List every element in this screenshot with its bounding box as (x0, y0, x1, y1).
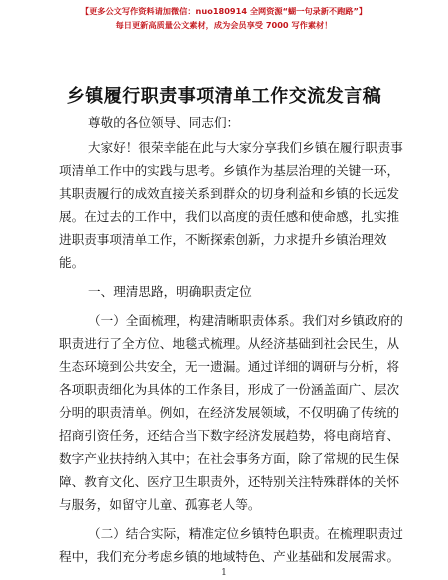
salutation: 尊敬的各位领导、同志们： (88, 115, 240, 130)
body-line: 展。在过去的工作中，我们以高度的责任感和使命感，扎实推 (59, 209, 400, 224)
body-line: （一）全面梳理，构建清晰职责体系。我们对乡镇政府的 (88, 313, 403, 328)
promo-banner-line-2: 每日更新高质量公文素材，成为会员享受 7000 写作素材！ (115, 20, 333, 30)
body-line: 生态环境到公共安全，无一遗漏。通过详细的调研与分析，将 (59, 359, 400, 374)
body-line: 各项职责细化为具体的工作条目，形成了一份涵盖面广、层次 (59, 382, 400, 397)
body-line: 分明的职责清单。例如，在经济发展领域，不仅明确了传统的 (59, 405, 400, 420)
document-title: 乡镇履行职责事项清单工作交流发言稿 (66, 86, 382, 107)
body-line: 障、教育文化、医疗卫生职责外，还特别关注特殊群体的关怀 (59, 474, 400, 489)
body-line: （二）结合实际，精准定位乡镇特色职责。在梳理职责过 (88, 526, 403, 541)
body-line: 数字产业扶持纳入其中；在社会事务方面，除了常规的民生保 (59, 451, 400, 466)
body-line: 与服务，如留守儿童、孤寡老人等。 (59, 497, 261, 512)
page-number: 1 (221, 568, 227, 578)
body-line: 招商引资任务，还结合当下数字经济发展趋势，将电商培育、 (59, 428, 400, 443)
body-line: 其职责履行的成效直接关系到群众的切身利益和乡镇的长远发 (59, 186, 400, 201)
body-line: 能。 (59, 255, 85, 270)
body-line: 程中，我们充分考虑乡镇的地域特色、产业基础和发展需求。 (59, 549, 400, 564)
promo-banner-line-1: 【更多公文写作资料请加微信：nuo180914 全网资源“蝴一句录新不跑路”】 (80, 6, 368, 16)
body-line: 进职责事项清单工作，不断探索创新，力求提升乡镇治理效 (59, 232, 387, 247)
body-line: 项清单工作中的实践与思考。乡镇作为基层治理的关键一环， (59, 163, 400, 178)
body-line: 职责进行了全方位、地毯式梳理。从经济基础到社会民生，从 (59, 336, 400, 351)
body-line: 大家好！很荣幸能在此与大家分享我们乡镇在履行职责事 (88, 140, 403, 155)
section-heading: 一、理清思路，明确职责定位 (88, 284, 252, 299)
